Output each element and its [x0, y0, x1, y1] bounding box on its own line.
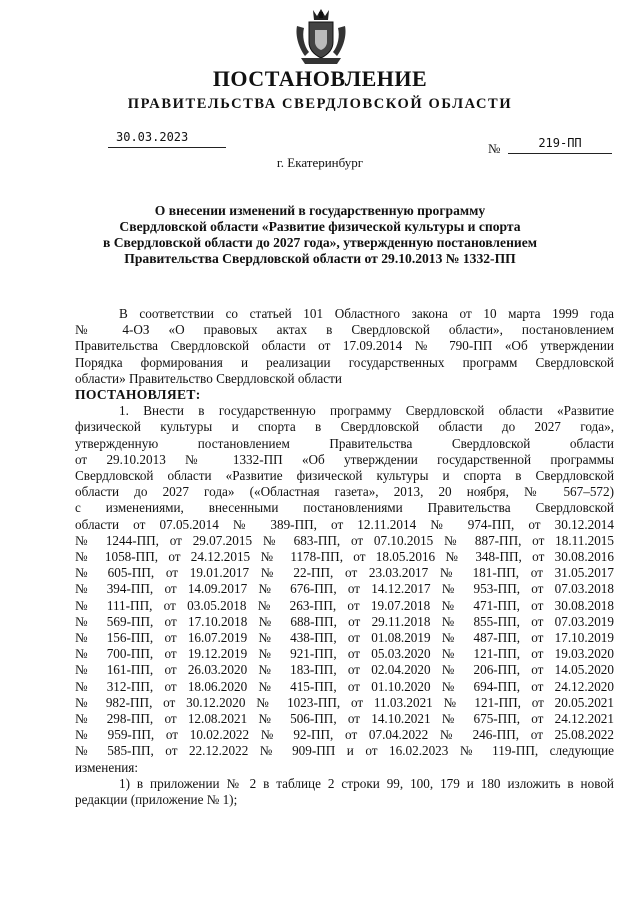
item-line: № 298-ПП, от 12.08.2021 № 506-ПП, от 14.10.2021 № 675-ПП, от 24.12.2021 [75, 711, 614, 727]
item-line: № 585-ПП, от 22.12.2022 № 909-ПП и от 16.02.2023 № 119-ПП, следующие [75, 743, 614, 759]
item-line: № 982-ПП, от 30.12.2020 № 1023-ПП, от 11.03.2021 № 121-ПП, от 20.05.2021 [75, 694, 614, 710]
item-line: с изменениями, внесенными постановлениями Правительства Свердловской [75, 500, 614, 516]
heading-line: в Свердловской области до 2027 года», утвержденную постановлением [102, 235, 538, 250]
subitem-1 [75, 776, 614, 808]
item-line: области до 2027 года» («Областная газета», 2013, 20 ноября, № 567–572) [75, 484, 614, 500]
preamble-line: № 4-ОЗ «О правовых актах в Свердловской области», постановлением [75, 322, 614, 338]
item-line: № 394-ПП, от 14.09.2017 № 676-ПП, от 14.12.2017 № 953-ПП, от 07.03.2018 [75, 581, 614, 597]
city: г. Екатеринбург [276, 155, 364, 170]
document-subtitle: ПРАВИТЕЛЬСТВА СВЕРДЛОВСКОЙ ОБЛАСТИ [127, 96, 513, 112]
document-date: 30.03.2023 [108, 130, 226, 148]
item-line: 1. Внести в государственную программу Свердловской области «Развитие [119, 403, 614, 419]
item-line: № 569-ПП, от 17.10.2018 № 688-ПП, от 29.11.2018 № 855-ПП, от 07.03.2019 [75, 613, 614, 629]
preamble-line: В соответствии со статьей 101 Областного закона от 10 марта 1999 года [119, 306, 614, 321]
subitem-line: редакции (приложение № 1); [75, 792, 238, 808]
subitem-line: 1) в приложении № 2 в таблице 2 строки 99, 100, 179 и 180 изложить в новой [119, 775, 614, 791]
document-title: ПОСТАНОВЛЕНИЕ [212, 66, 428, 91]
coat-of-arms-icon [293, 8, 349, 66]
item-line: № 156-ПП, от 16.07.2019 № 438-ПП, от 01.08.2019 № 487-ПП, от 17.10.2019 [75, 630, 614, 646]
document-number: 219-ПП [508, 136, 612, 154]
item-line: № 111-ПП, от 03.05.2018 № 263-ПП, от 19.07.2018 № 471-ПП, от 30.08.2018 [75, 597, 614, 613]
heading-line: Правительства Свердловской области от 29.10.2013 № 1332-ПП [124, 251, 516, 266]
preamble-line: Правительства Свердловской области от 17.09.2014 № 790-ПП «Об утверждении [75, 338, 614, 354]
heading-line: О внесении изменений в государственную программу [154, 203, 486, 218]
item-line: № 1058-ПП, от 24.12.2015 № 1178-ПП, от 18.05.2016 № 348-ПП, от 30.08.2016 [75, 549, 614, 565]
document-heading [70, 203, 570, 267]
item-line: от 29.10.2013 № 1332-ПП «Об утверждении государственной программы [75, 451, 614, 467]
item-line: утвержденную постановлением Правительства Свердловской области [75, 435, 614, 451]
preamble [75, 306, 614, 387]
item-line: № 959-ПП, от 10.02.2022 № 92-ПП, от 07.04.2022 № 246-ПП, от 25.08.2022 [75, 727, 614, 743]
document-body [75, 306, 614, 808]
resolves-label: ПОСТАНОВЛЯЕТ: [75, 387, 201, 403]
preamble-line: Порядка формирования и реализации государственных программ Свердловской [75, 354, 614, 370]
item-line: № 700-ПП, от 19.12.2019 № 921-ПП, от 05.03.2020 № 121-ПП, от 19.03.2020 [75, 646, 614, 662]
item-line: № 161-ПП, от 26.03.2020 № 183-ПП, от 02.04.2020 № 206-ПП, от 14.05.2020 [75, 662, 614, 678]
item-line: области от 07.05.2014 № 389-ПП, от 12.11.2014 № 974-ПП, от 30.12.2014 [75, 516, 614, 532]
item-line: Свердловской области «Развитие физической культуры и спорта в Свердловской [75, 468, 614, 484]
item-line: № 312-ПП, от 18.06.2020 № 415-ПП, от 01.10.2020 № 694-ПП, от 24.12.2020 [75, 678, 614, 694]
item-line: № 605-ПП, от 19.01.2017 № 22-ПП, от 23.03.2017 № 181-ПП, от 31.05.2017 [75, 565, 614, 581]
item-1 [75, 403, 614, 776]
number-label: № [488, 141, 501, 156]
heading-line: Свердловской области «Развитие физической культуры и спорта [119, 219, 521, 234]
item-line: физической культуры и спорта в Свердловской области до 2027 года», [75, 419, 614, 435]
item-line: № 1244-ПП, от 29.07.2015 № 683-ПП, от 07.10.2015 № 887-ПП, от 18.11.2015 [75, 532, 614, 548]
preamble-line: области» Правительство Свердловской области [75, 370, 342, 386]
item-line: изменения: [75, 759, 139, 775]
